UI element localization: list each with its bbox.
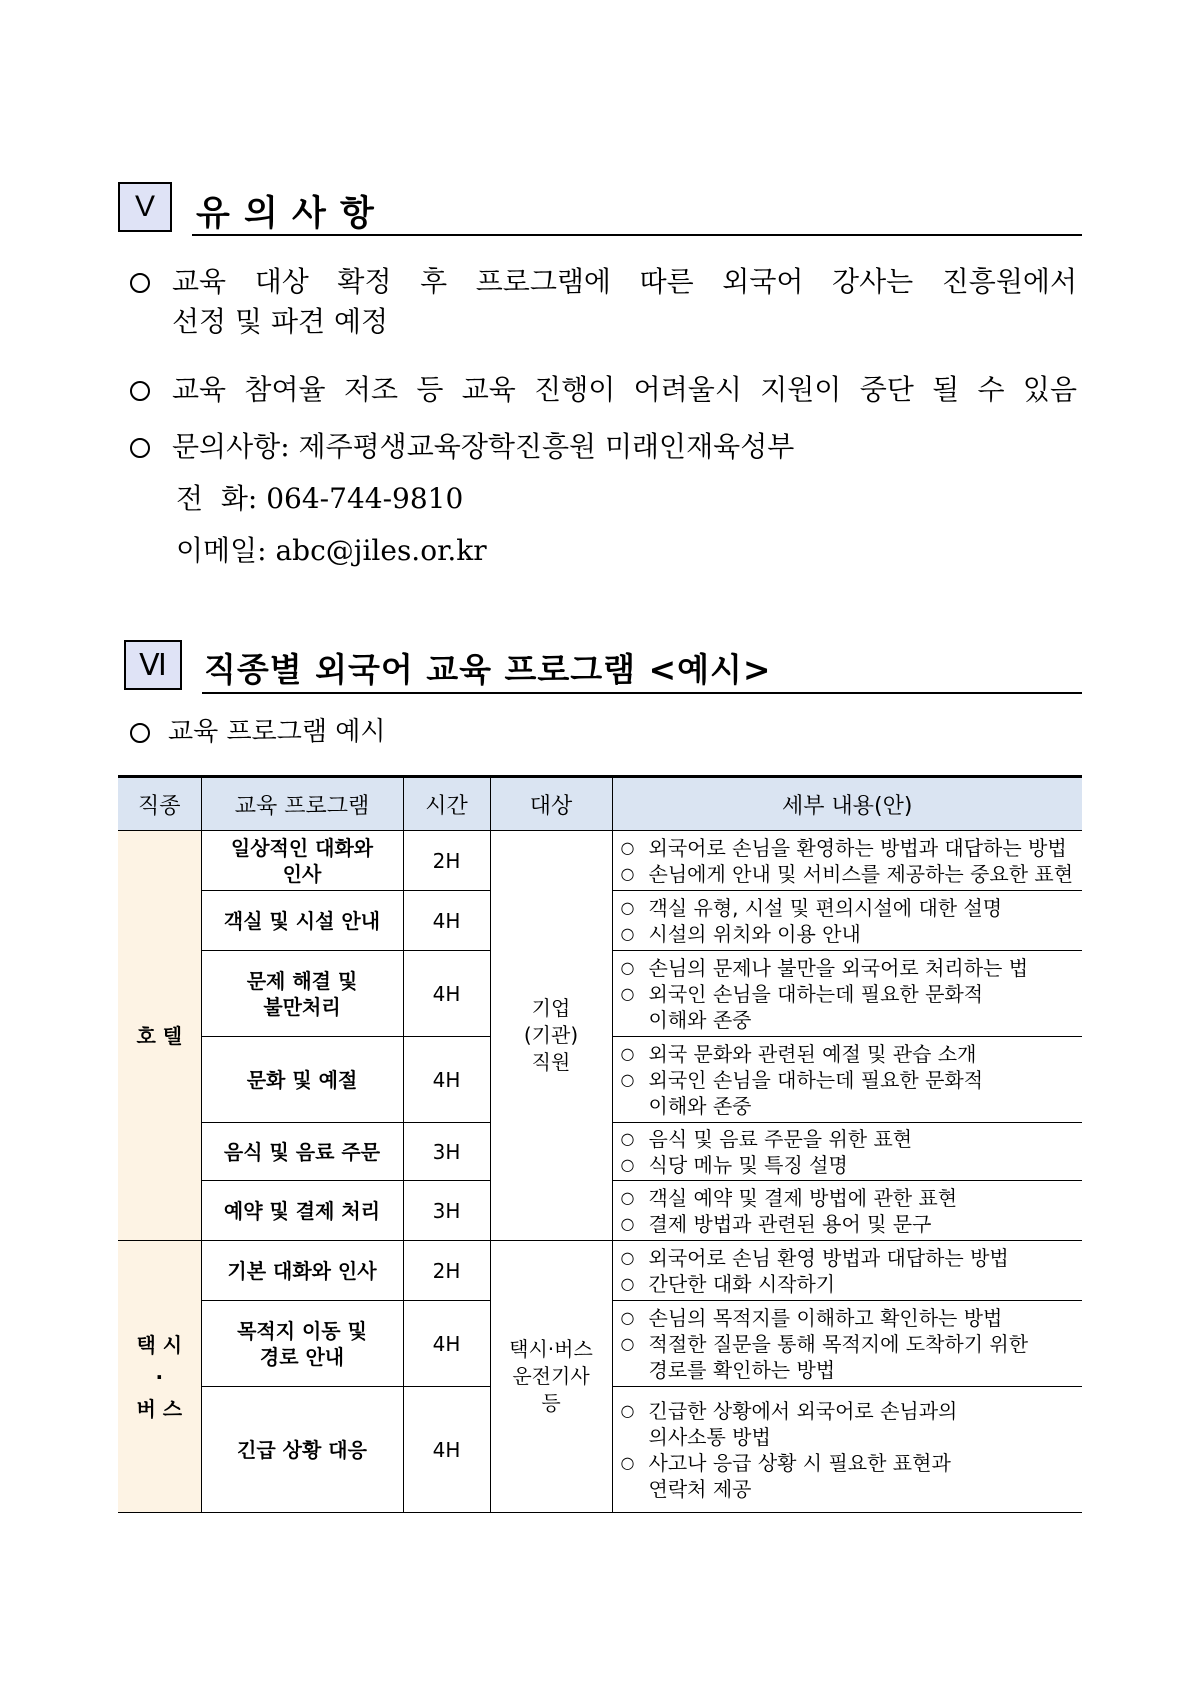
detail-text: 간단한 대화 시작하기	[648, 1271, 836, 1296]
program-line: 문화 및 예절	[246, 1067, 358, 1092]
program-line: 긴급 상황 대응	[237, 1437, 367, 1462]
hours-cell: 3H	[403, 1123, 490, 1181]
details-cell	[612, 1123, 1082, 1181]
section-5-header	[118, 182, 1082, 238]
program-cell	[201, 891, 403, 951]
details-cell	[612, 1037, 1082, 1123]
detail-text: 시설의 위치와 이용 안내	[648, 921, 861, 946]
job-line: ·	[155, 1364, 164, 1389]
program-cell	[201, 1037, 403, 1123]
details-cell	[612, 1387, 1082, 1513]
table-row	[118, 1241, 1082, 1301]
detail-text: 객실 유형, 시설 및 편의시설에 대한 설명	[648, 895, 1003, 920]
program-cell	[201, 1301, 403, 1387]
target-line: (기관)	[523, 1023, 579, 1047]
detail-text: 식당 메뉴 및 특징 설명	[648, 1152, 848, 1177]
target-cell	[490, 1241, 612, 1513]
detail-text: 사고나 응급 상황 시 필요한 표현과 연락처 제공	[648, 1450, 951, 1501]
sub-bullet-text: 교육 프로그램 예시	[168, 717, 386, 747]
program-line: 음식 및 음료 주문	[223, 1139, 381, 1164]
target-line: 운전기사	[512, 1364, 590, 1388]
bullet-circle-icon	[130, 438, 150, 458]
details-cell	[612, 951, 1082, 1037]
job-line: 버 스	[136, 1396, 183, 1421]
program-cell	[201, 1387, 403, 1513]
detail-text: 객실 예약 및 결제 방법에 관한 표현	[648, 1185, 958, 1210]
detail-bullet-icon: ○	[620, 1043, 635, 1063]
program-cell	[201, 1123, 403, 1181]
detail-bullet-icon: ○	[620, 863, 635, 883]
detail-item	[621, 835, 1079, 861]
section-6-title: 직종별 외국어 교육 프로그램 <예시>	[204, 650, 772, 689]
details-cell	[612, 891, 1082, 951]
program-table	[118, 775, 1082, 1513]
detail-bullet-icon: ○	[620, 1213, 635, 1233]
notice-item-1	[130, 262, 1077, 342]
hours-cell: 4H	[403, 1387, 490, 1513]
program-cell	[201, 1241, 403, 1301]
detail-text: 외국 문화와 관련된 예절 및 관습 소개	[648, 1041, 977, 1066]
details-cell	[612, 1241, 1082, 1301]
section-6-numeral: Ⅵ	[124, 640, 182, 690]
detail-item	[621, 1450, 1079, 1502]
target-line: 등	[541, 1391, 561, 1415]
program-cell	[201, 951, 403, 1037]
detail-bullet-icon: ○	[620, 923, 635, 943]
detail-item	[621, 1041, 1079, 1067]
detail-text: 적절한 질문을 통해 목적지에 도착하기 위한 경로를 확인하는 방법	[648, 1331, 1029, 1382]
details-cell	[612, 1181, 1082, 1241]
detail-bullet-icon: ○	[620, 1187, 635, 1207]
detail-bullet-icon: ○	[620, 1333, 635, 1353]
hours-cell: 2H	[403, 1241, 490, 1301]
target-line: 직원	[531, 1050, 571, 1074]
job-cell	[118, 1241, 201, 1513]
notice-item-1-line2: 선정 및 파견 예정	[172, 305, 389, 338]
hours-cell: 4H	[403, 951, 490, 1037]
detail-bullet-icon: ○	[620, 1069, 635, 1089]
program-line: 목적지 이동 및	[237, 1318, 367, 1343]
header-hours: 시간	[403, 777, 490, 831]
detail-item	[621, 921, 1079, 947]
program-line: 경로 안내	[259, 1344, 345, 1369]
program-line: 문제 해결 및	[246, 968, 358, 993]
detail-text: 손님에게 안내 및 서비스를 제공하는 중요한 표현	[648, 861, 1074, 886]
header-target: 대상	[490, 777, 612, 831]
details-cell	[612, 831, 1082, 891]
detail-item	[621, 1185, 1079, 1211]
sub-bullet	[130, 714, 385, 750]
detail-item	[621, 1305, 1079, 1331]
detail-bullet-icon: ○	[620, 1247, 635, 1267]
detail-bullet-icon: ○	[620, 1273, 635, 1293]
detail-item	[621, 1331, 1079, 1383]
detail-text: 긴급한 상황에서 외국어로 손님과의 의사소통 방법	[648, 1398, 958, 1449]
detail-item	[621, 861, 1079, 887]
detail-item	[621, 1398, 1079, 1450]
bullet-circle-icon	[130, 723, 150, 743]
section-5-title: 유 의 사 항	[196, 194, 375, 234]
detail-text: 외국어로 손님 환영 방법과 대답하는 방법	[648, 1245, 1009, 1270]
contact-email: 이메일: abc@jiles.or.kr	[176, 534, 487, 567]
program-cell	[201, 831, 403, 891]
notice-item-1-line1: 교육 대상 확정 후 프로그램에 따른 외국어 강사는 진흥원에서	[172, 265, 1077, 298]
program-line: 일상적인 대화와	[230, 835, 374, 860]
notice-item-2	[130, 370, 1077, 410]
target-line: 기업	[531, 996, 571, 1020]
section-6-underline	[202, 692, 1082, 694]
detail-item	[621, 1211, 1079, 1237]
bullet-circle-icon	[130, 381, 150, 401]
detail-bullet-icon: ○	[620, 1154, 635, 1174]
detail-bullet-icon: ○	[620, 1307, 635, 1327]
target-line: 택시·버스	[509, 1337, 593, 1361]
program-line: 불만처리	[263, 994, 341, 1019]
hours-cell: 4H	[403, 1301, 490, 1387]
bullet-circle-icon	[130, 273, 150, 293]
detail-item	[621, 1245, 1079, 1271]
hours-cell: 3H	[403, 1181, 490, 1241]
detail-bullet-icon: ○	[620, 1128, 635, 1148]
notice-item-3	[130, 427, 794, 467]
detail-bullet-icon: ○	[620, 897, 635, 917]
detail-text: 외국인 손님을 대하는데 필요한 문화적 이해와 존중	[648, 981, 984, 1032]
detail-item	[621, 1271, 1079, 1297]
job-line: 호 텔	[136, 1023, 183, 1048]
detail-item	[621, 981, 1079, 1033]
details-cell	[612, 1301, 1082, 1387]
header-job: 직종	[118, 777, 201, 831]
program-line: 예약 및 결제 처리	[223, 1198, 381, 1223]
program-line: 객실 및 시설 안내	[223, 908, 381, 933]
detail-text: 외국어로 손님을 환영하는 방법과 대답하는 방법	[648, 835, 1067, 860]
detail-text: 손님의 목적지를 이해하고 확인하는 방법	[648, 1305, 1003, 1330]
table-header-row	[118, 777, 1082, 831]
program-cell	[201, 1181, 403, 1241]
section-5-numeral: V	[118, 182, 172, 232]
detail-item	[621, 1067, 1079, 1119]
detail-item	[621, 955, 1079, 981]
detail-text: 외국인 손님을 대하는데 필요한 문화적 이해와 존중	[648, 1067, 984, 1118]
detail-text: 결제 방법과 관련된 용어 및 문구	[648, 1211, 932, 1236]
notice-item-2-text: 교육 참여율 저조 등 교육 진행이 어려울시 지원이 중단 될 수 있음	[172, 373, 1077, 406]
table-row	[118, 831, 1082, 891]
detail-item	[621, 895, 1079, 921]
job-cell	[118, 831, 201, 1241]
detail-item	[621, 1152, 1079, 1178]
program-line: 기본 대화와 인사	[227, 1258, 377, 1283]
detail-text: 음식 및 음료 주문을 위한 표현	[648, 1126, 913, 1151]
hours-cell: 4H	[403, 891, 490, 951]
hours-cell: 4H	[403, 1037, 490, 1123]
notice-item-3-text: 문의사항: 제주평생교육장학진흥원 미래인재육성부	[172, 430, 795, 463]
hours-cell: 2H	[403, 831, 490, 891]
detail-bullet-icon: ○	[620, 837, 635, 857]
header-program: 교육 프로그램	[201, 777, 403, 831]
detail-bullet-icon: ○	[620, 983, 635, 1003]
job-line: 택 시	[136, 1332, 183, 1357]
detail-text: 손님의 문제나 불만을 외국어로 처리하는 법	[648, 955, 1029, 980]
section-5-underline	[192, 234, 1082, 236]
detail-bullet-icon: ○	[620, 1452, 635, 1472]
contact-phone: 전 화: 064-744-9810	[176, 482, 464, 515]
detail-bullet-icon: ○	[620, 1400, 635, 1420]
detail-bullet-icon: ○	[620, 957, 635, 977]
target-cell	[490, 831, 612, 1241]
program-line: 인사	[282, 861, 322, 886]
detail-item	[621, 1126, 1079, 1152]
section-6-header	[124, 640, 1082, 696]
header-details: 세부 내용(안)	[612, 777, 1082, 831]
